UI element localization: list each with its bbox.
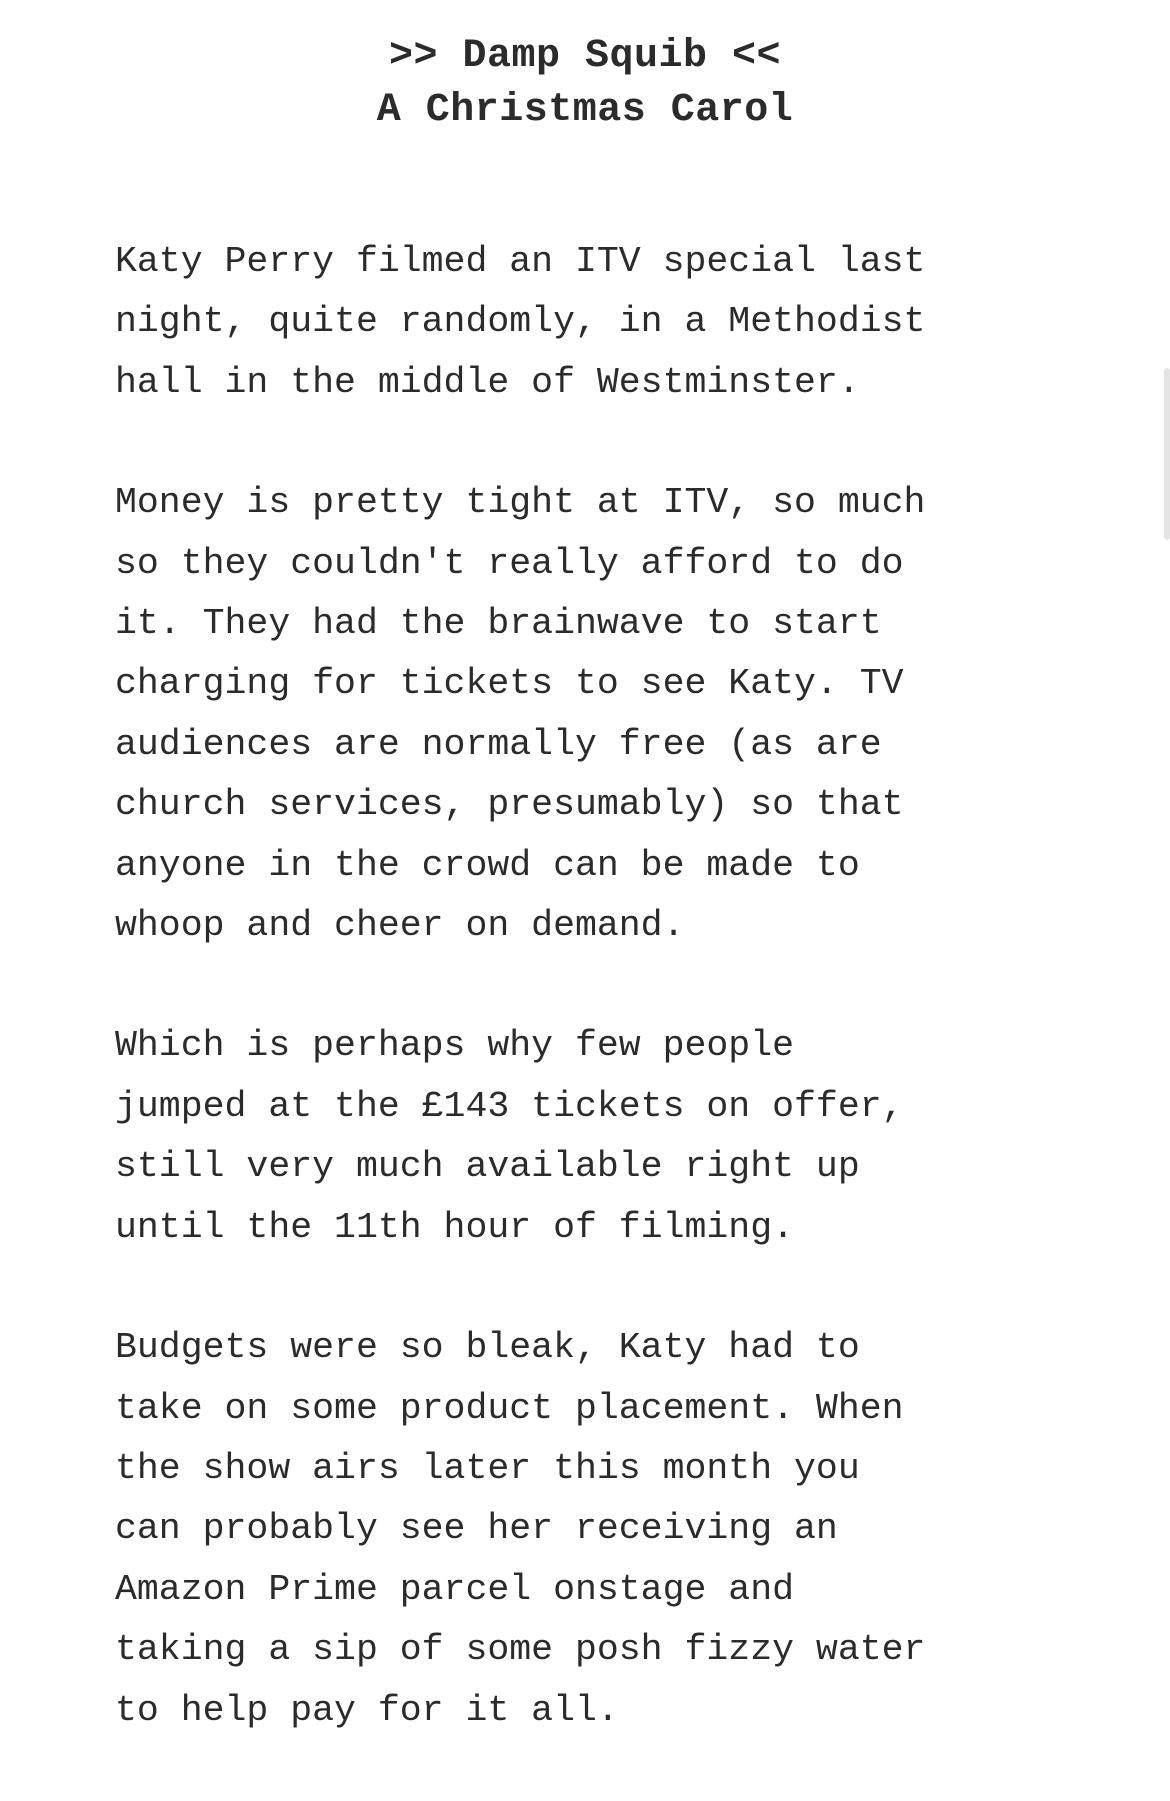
text-line: Amazon Prime parcel onstage and: [115, 1568, 795, 1610]
text-line: charging for tickets to see Katy. TV: [115, 663, 904, 705]
text-line: take on some product placement. When: [115, 1387, 904, 1429]
text-line: until the 11th hour of filming.: [115, 1206, 795, 1248]
text-line: church services, presumably) so that: [115, 784, 904, 826]
text-line: Budgets were so bleak, Katy had to: [115, 1327, 860, 1369]
text-line: jumped at the £143 tickets on offer,: [115, 1085, 904, 1127]
scroll-indicator[interactable]: [1164, 368, 1170, 540]
paragraph: [115, 1318, 1075, 1741]
text-line: Katy Perry filmed an ITV special last: [115, 241, 926, 282]
text-line: to help pay for it all.: [115, 1689, 619, 1731]
text-line: still very much available right up: [115, 1146, 860, 1188]
paragraph: [115, 1016, 1075, 1258]
text-line: hall in the middle of Westminster.: [115, 361, 860, 403]
column-title: >> Damp Squib <<: [388, 34, 782, 79]
text-line: taking a sip of some posh fizzy water: [115, 1629, 926, 1671]
text-line: it. They had the brainwave to start: [115, 603, 882, 645]
text-line: whoop and cheer on demand.: [115, 905, 685, 947]
article-heading: [0, 0, 1170, 138]
story-title: A Christmas Carol: [376, 88, 794, 133]
text-line: Money is pretty tight at ITV, so much: [115, 482, 926, 524]
text-line: night, quite randomly, in a Methodist: [115, 301, 926, 343]
article-body: [115, 232, 1075, 1801]
paragraph: [115, 232, 1075, 413]
text-line: anyone in the crowd can be made to: [115, 844, 860, 886]
text-line: so they couldn't really afford to do: [115, 542, 904, 584]
text-line: Which is perhaps why few people: [115, 1025, 795, 1067]
text-line: can probably see her receiving an: [115, 1508, 838, 1550]
text-line: audiences are normally free (as are: [115, 723, 882, 765]
paragraph: [115, 473, 1075, 956]
text-line: the show airs later this month you: [115, 1447, 860, 1489]
